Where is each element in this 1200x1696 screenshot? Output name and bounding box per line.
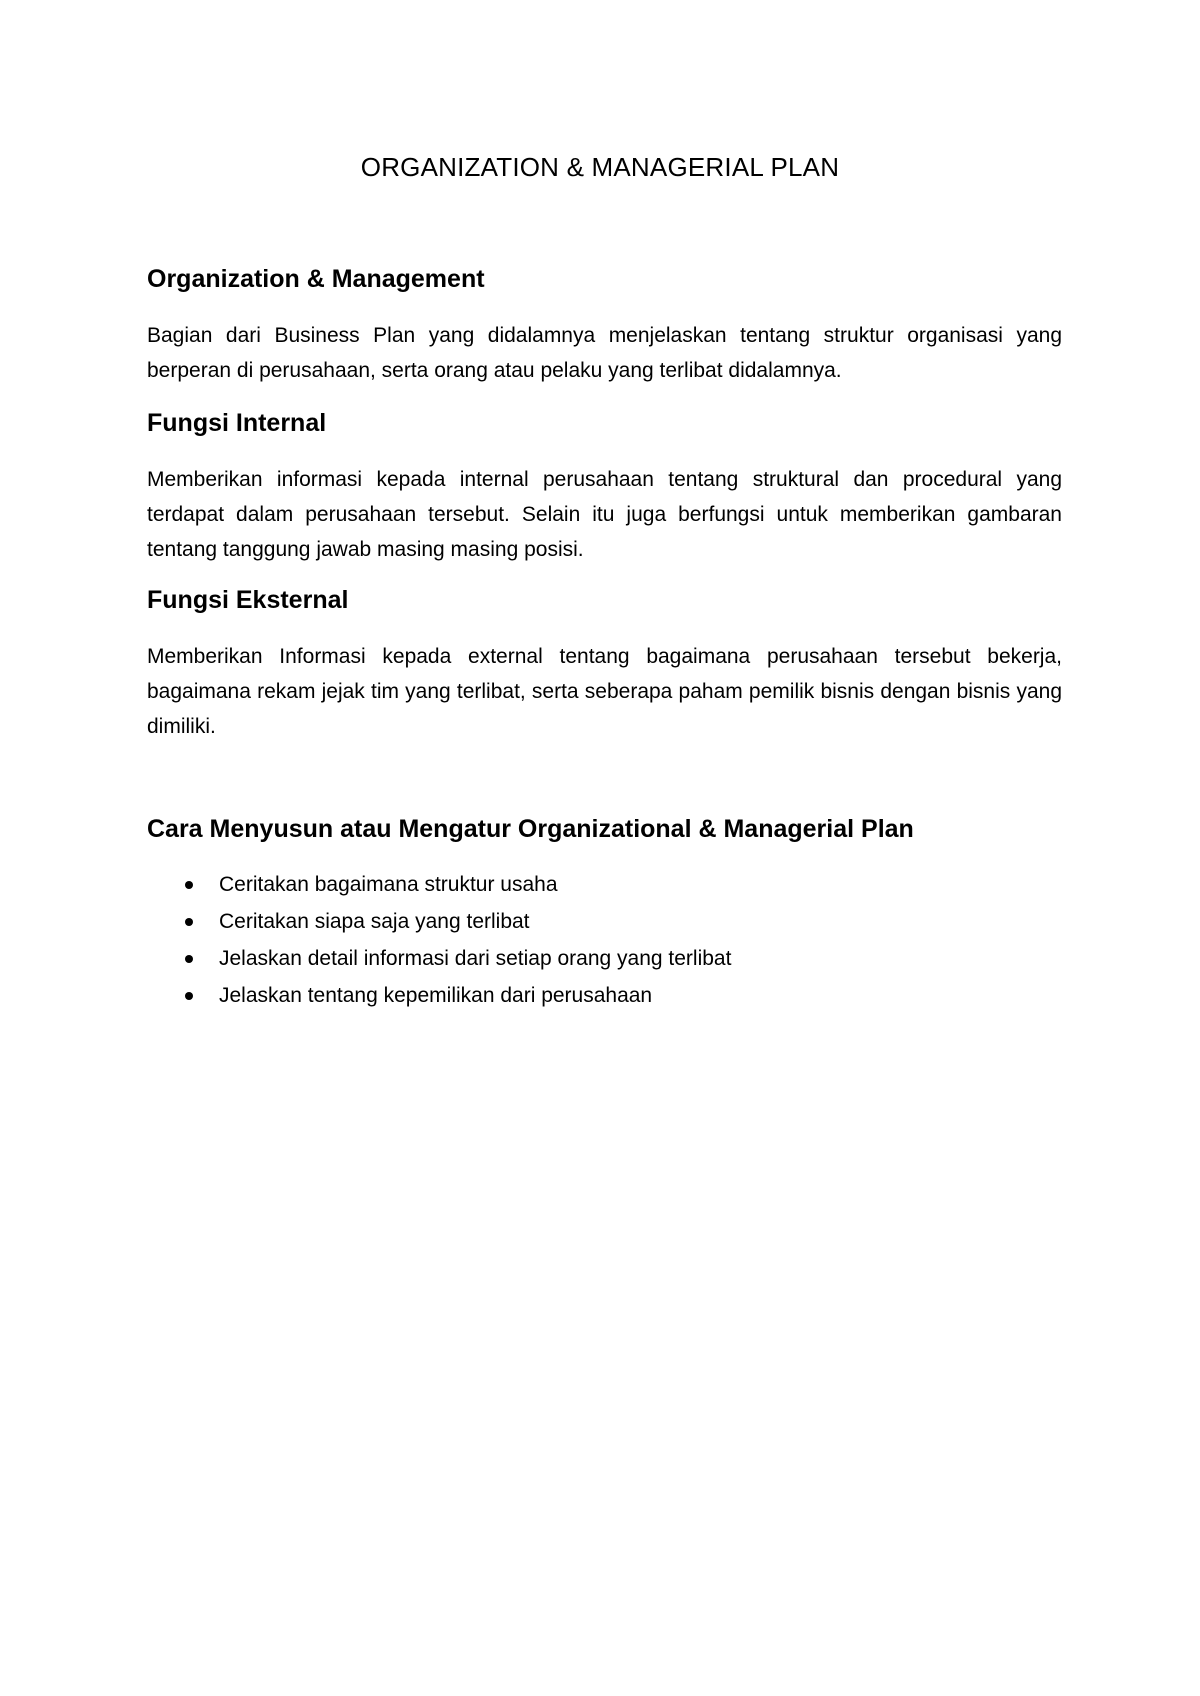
- section-paragraph: Memberikan informasi kepada internal perusahaan tentang struktural dan procedural yang terdapat dalam perusahaan tersebut. Selain itu juga berfungsi untuk memberikan gambaran tentang tanggung jawab masing masing posisi.: [147, 468, 1062, 561]
- document-title: ORGANIZATION & MANAGERIAL PLAN: [360, 152, 840, 182]
- section-heading: Fungsi Eksternal: [147, 586, 349, 614]
- steps-bullet-list: [147, 866, 1062, 1014]
- steps-list-container: [147, 866, 1062, 1014]
- list-item: [147, 866, 1062, 903]
- list-item-text: Ceritakan bagaimana struktur usaha: [219, 873, 558, 896]
- section-organization-management-body: [147, 318, 1062, 388]
- section-steps: [147, 813, 1062, 845]
- bullet-dot-icon: [185, 881, 193, 889]
- list-item: [147, 977, 1062, 1014]
- section-heading: Organization & Management: [147, 265, 485, 293]
- list-item-text: Jelaskan detail informasi dari setiap orang yang terlibat: [219, 947, 732, 970]
- section-heading: Fungsi Internal: [147, 409, 327, 437]
- section-fungsi-eksternal-body: [147, 639, 1062, 744]
- steps-heading: Cara Menyusun atau Mengatur Organizational & Managerial Plan: [147, 815, 914, 843]
- section-paragraph: Memberikan Informasi kepada external tentang bagaimana perusahaan tersebut bekerja, bagaimana rekam jejak tim yang terlibat, serta seberapa paham pemilik bisnis dengan bisnis yang dimiliki.: [147, 645, 1062, 738]
- list-item-text: Ceritakan siapa saja yang terlibat: [219, 910, 530, 933]
- bullet-dot-icon: [185, 955, 193, 963]
- bullet-dot-icon: [185, 918, 193, 926]
- section-paragraph: Bagian dari Business Plan yang didalamnya menjelaskan tentang struktur organisasi yang berperan di perusahaan, serta orang atau pelaku yang terlibat didalamnya.: [147, 324, 1062, 382]
- bullet-dot-icon: [185, 992, 193, 1000]
- list-item: [147, 903, 1062, 940]
- list-item: [147, 940, 1062, 977]
- section-fungsi-internal: [147, 407, 1062, 439]
- section-organization-management: [147, 263, 1062, 295]
- section-fungsi-eksternal: [147, 584, 1062, 616]
- section-fungsi-internal-body: [147, 462, 1062, 567]
- list-item-text: Jelaskan tentang kepemilikan dari perusahaan: [219, 984, 653, 1007]
